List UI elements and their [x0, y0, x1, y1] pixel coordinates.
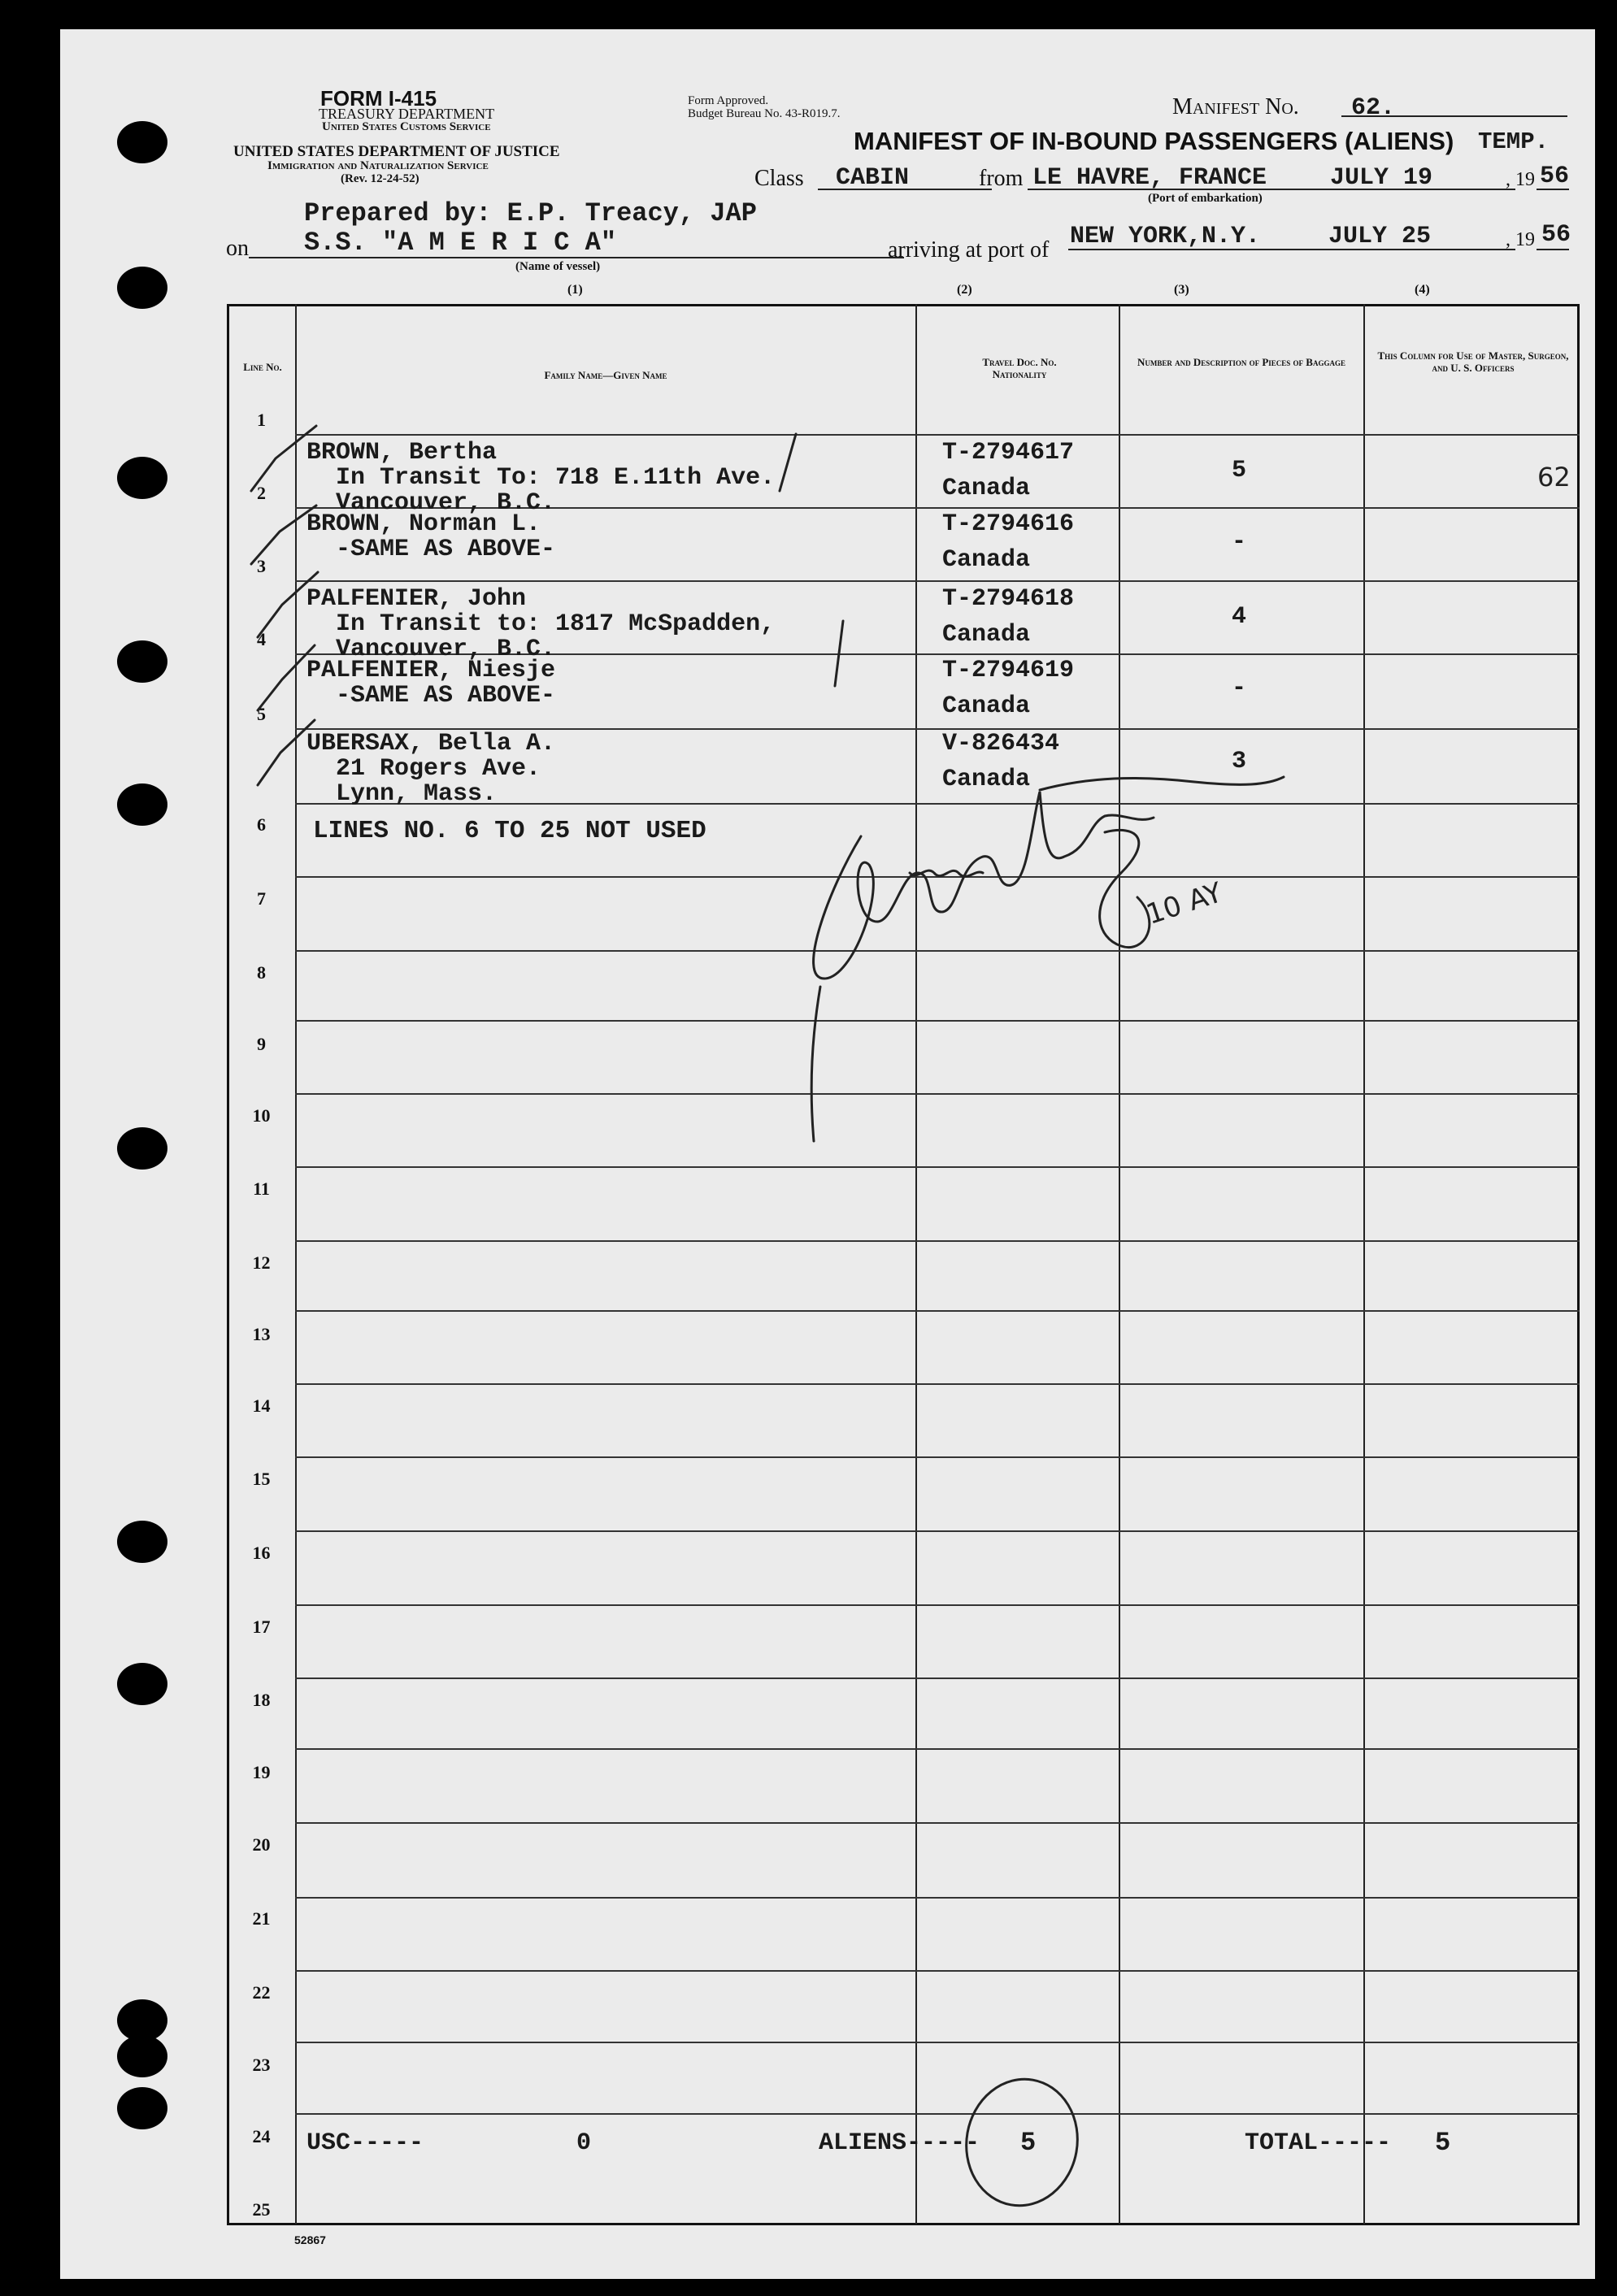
passenger-name-line: In Transit To: 718 E.11th Ave. [306, 464, 776, 492]
revision: (Rev. 12-24-52) [341, 172, 419, 185]
class-value: CABIN [836, 164, 910, 192]
travel-doc-number: T-2794618 [942, 585, 1075, 613]
passenger-name-line: BROWN, Norman L. [306, 510, 541, 538]
check-mark [258, 572, 318, 637]
travel-doc-number: T-2794616 [942, 510, 1075, 538]
check-mark [258, 720, 315, 785]
manifest-table [227, 304, 1580, 2224]
line-number: 23 [252, 2055, 271, 2075]
officer-header: This Column for Use of Master, Surgeon, and U. S. Officers [1377, 349, 1569, 374]
prepared-by: Prepared by: E.P. Treacy, JAP [304, 198, 757, 228]
class-underline [818, 189, 992, 190]
footer-code: 52867 [294, 2233, 326, 2246]
passenger-name-line: Lynn, Mass. [306, 780, 498, 808]
line-number: 15 [252, 1469, 271, 1489]
not-used-note: LINES NO. 6 TO 25 NOT USED [313, 817, 706, 845]
line-number: 6 [257, 814, 266, 835]
col4-number: (4) [1415, 283, 1430, 297]
passenger-name-line: -SAME AS ABOVE- [306, 536, 556, 563]
passenger-name-line: PALFENIER, John [306, 585, 527, 613]
manifest-title-suffix: TEMP. [1478, 128, 1550, 155]
check-mark [251, 426, 316, 491]
circled-total [956, 2070, 1087, 2214]
line-number: 7 [257, 888, 266, 909]
from-underline [1028, 189, 1515, 190]
nationality: Canada [942, 692, 1031, 720]
line-number: 16 [252, 1542, 271, 1563]
passenger-name-line: Vancouver, B.C. [306, 489, 556, 517]
form-number: FORM I-415 [320, 86, 437, 111]
line-number: 9 [257, 1034, 266, 1054]
signature [1100, 830, 1150, 947]
signature [910, 870, 983, 876]
line-number: 24 [252, 2126, 271, 2146]
line-number: 1 [257, 410, 266, 430]
punch-hole [117, 783, 167, 826]
treasury-dept: TREASURY DEPARTMENT [319, 106, 495, 122]
tick-mark [835, 621, 843, 686]
port-embarkation: LE HAVRE, FRANCE [1032, 164, 1267, 192]
signature [814, 792, 1154, 979]
punch-hole [117, 1521, 167, 1563]
line-no-header: Line No. [243, 361, 282, 373]
arrival-port: NEW YORK,N.Y. [1070, 223, 1261, 250]
travel-doc-number: T-2794617 [942, 439, 1075, 467]
line-number: 10 [252, 1105, 271, 1126]
departure-year: 56 [1540, 163, 1570, 190]
arriving-label: arriving at port of [888, 237, 1050, 263]
col3-number: (3) [1174, 283, 1189, 297]
vessel-underline [249, 257, 904, 258]
punch-hole [117, 2087, 167, 2129]
travel-doc-number: V-826434 [942, 730, 1060, 757]
arrival-year-prefix: , 19 [1506, 229, 1535, 250]
baggage-count: 5 [1232, 457, 1247, 484]
line-number: 4 [257, 629, 266, 649]
manifest-title: MANIFEST OF IN-BOUND PASSENGERS (ALIENS) [854, 127, 1454, 155]
vessel-name: S.S. "A M E R I C A" [304, 228, 617, 258]
punch-hole [117, 640, 167, 683]
tick-mark [780, 434, 796, 491]
col2-number: (2) [957, 283, 972, 297]
punch-hole [117, 121, 167, 163]
baggage-header: Number and Description of Pieces of Baggage [1137, 356, 1345, 368]
passenger-name-line: PALFENIER, Niesje [306, 657, 556, 684]
vessel-caption: (Name of vessel) [515, 260, 601, 273]
punch-hole [117, 457, 167, 499]
on-label: on [226, 236, 249, 261]
form-approved: Form Approved. [688, 94, 769, 107]
nationality: Canada [942, 475, 1031, 502]
travel-doc-number: T-2794619 [942, 657, 1075, 684]
arrival-underline [1068, 249, 1515, 250]
line-number: 8 [257, 961, 266, 983]
check-mark [251, 506, 316, 564]
check-mark [258, 645, 315, 710]
nationality: Canada [942, 546, 1031, 574]
arrival-year-underline [1537, 249, 1569, 250]
usc-label: USC----- [306, 2129, 424, 2157]
baggage-count: 3 [1232, 748, 1247, 775]
punch-hole [117, 2035, 167, 2077]
line-number: 18 [252, 1690, 271, 1710]
punch-hole [117, 1127, 167, 1170]
line-number: 13 [252, 1324, 271, 1344]
line-number: 3 [257, 556, 266, 576]
baggage-count: - [1232, 675, 1247, 702]
passenger-name-line: 21 Rogers Ave. [306, 755, 541, 783]
line-number: 21 [252, 1908, 271, 1929]
line-number: 2 [257, 483, 266, 503]
manifest-no-underline [1341, 115, 1567, 117]
signature [811, 987, 820, 1141]
baggage-count: - [1232, 528, 1247, 556]
budget-bureau: Budget Bureau No. 43-R019.7. [688, 107, 841, 120]
name-header: Family Name—Given Name [544, 369, 667, 381]
baggage-count: 4 [1232, 603, 1247, 631]
punch-hole [117, 267, 167, 309]
manifest-page [60, 29, 1595, 2279]
passenger-name-line: -SAME AS ABOVE- [306, 682, 556, 710]
departure-date: JULY 19 [1330, 164, 1433, 192]
from-label: from [979, 166, 1024, 191]
line-number: 17 [252, 1616, 271, 1637]
line-number: 14 [252, 1395, 271, 1416]
ins-service: Immigration and Naturalization Service [267, 159, 489, 172]
passenger-name-line: In Transit to: 1817 McSpadden, [306, 610, 776, 638]
handwritten-note: 10 AY [1142, 876, 1227, 931]
nationality: Canada [942, 766, 1031, 793]
col1-number: (1) [567, 283, 583, 297]
aliens-value: 5 [1020, 2128, 1037, 2158]
line-number: 20 [252, 1834, 271, 1855]
aliens-label: ALIENS----- [819, 2129, 980, 2157]
justice-dept: UNITED STATES DEPARTMENT OF JUSTICE [233, 143, 560, 160]
passenger-name-line: Vancouver, B.C. [306, 636, 556, 663]
line-number: 12 [252, 1252, 271, 1273]
line-number: 19 [252, 1761, 271, 1782]
line-number: 5 [257, 704, 266, 724]
arrival-date: JULY 25 [1328, 223, 1432, 250]
class-label: Class [754, 166, 804, 191]
signature [1040, 777, 1284, 790]
officer-note: 62 [1537, 462, 1571, 493]
doc-header: Travel Doc. No. Nationality [982, 356, 1057, 380]
line-number: 25 [252, 2199, 271, 2220]
passenger-name-line: UBERSAX, Bella A. [306, 730, 556, 757]
port-embark-caption: (Port of embarkation) [1148, 192, 1263, 205]
nationality: Canada [942, 621, 1031, 649]
depart-year-prefix: , 19 [1506, 169, 1535, 190]
manifest-no-label: Manifest No. [1172, 94, 1299, 119]
total-label: TOTAL----- [1245, 2129, 1392, 2157]
punch-hole [117, 1663, 167, 1705]
depart-year-underline [1537, 189, 1569, 190]
passenger-name-line: BROWN, Bertha [306, 439, 498, 467]
total-value: 5 [1435, 2128, 1451, 2158]
usc-value: 0 [576, 2129, 592, 2157]
line-number: 22 [252, 1982, 271, 2003]
handwritten-marks [227, 304, 1580, 2224]
manifest-no-value: 62. [1351, 94, 1396, 122]
line-number: 11 [253, 1178, 270, 1199]
customs-service: United States Customs Service [322, 120, 491, 133]
arrival-year: 56 [1541, 221, 1571, 249]
